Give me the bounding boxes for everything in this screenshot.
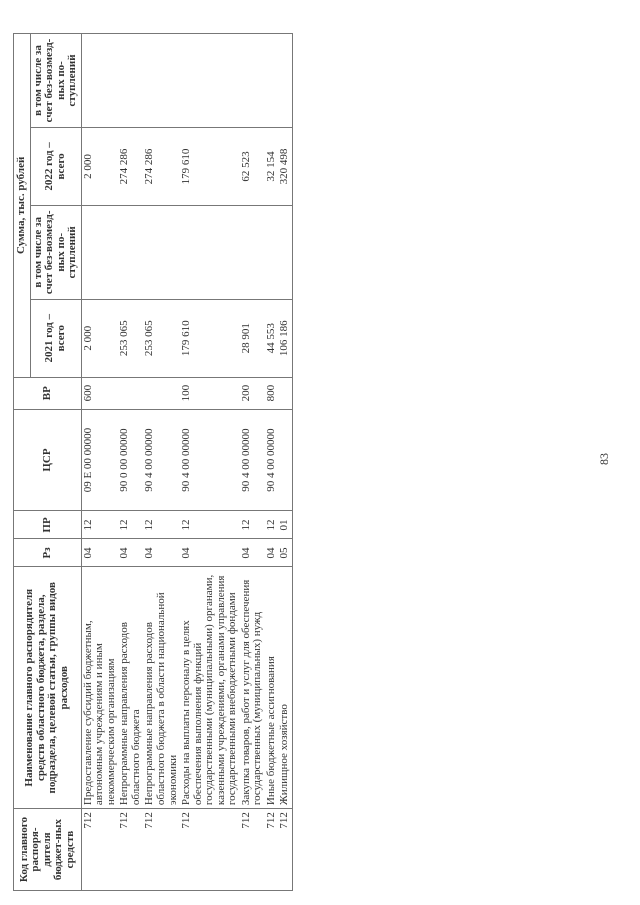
cell-code: 712	[118, 809, 143, 891]
cell-y2021-incl	[143, 205, 180, 299]
cell-y2021-incl	[278, 205, 292, 299]
col-header-sum: Сумма, тыс. рублей	[14, 34, 31, 378]
cell-pr: 12	[180, 511, 240, 539]
cell-name: Закупка товаров, работ и услуг для обеспечения государственных (муниципальных) нужд	[240, 567, 265, 809]
cell-y2022-incl	[143, 34, 180, 128]
cell-y2021-incl	[118, 205, 143, 299]
table-row	[265, 34, 279, 891]
cell-name: Расходы на выплаты персоналу в целях обеспечения выполнения функций государственными (муниципальными) органами, казенными учреждениями, органами управления государственными внебюджетными фондами	[180, 567, 240, 809]
cell-rz: 04	[265, 539, 279, 567]
cell-rz: 04	[118, 539, 143, 567]
cell-y2022: 320 498	[278, 127, 292, 205]
cell-rz: 04	[143, 539, 180, 567]
table-row	[81, 34, 118, 891]
cell-name: Непрограммные направления расходов областного бюджета	[118, 567, 143, 809]
cell-csr: 90 0 00 00000	[118, 409, 143, 511]
cell-y2021: 179 610	[180, 299, 240, 377]
cell-name: Непрограммные направления расходов областного бюджета в области национальной экономики	[143, 567, 180, 809]
cell-code: 712	[143, 809, 180, 891]
cell-y2022: 2 000	[81, 127, 118, 205]
cell-y2021: 253 065	[143, 299, 180, 377]
cell-code: 712	[81, 809, 118, 891]
cell-vr	[118, 377, 143, 409]
col-header-rz: Рз	[14, 539, 82, 567]
col-header-pr: ПР	[14, 511, 82, 539]
cell-vr: 200	[240, 377, 265, 409]
cell-y2021-incl	[265, 205, 279, 299]
cell-pr: 12	[240, 511, 265, 539]
cell-y2022: 274 286	[118, 127, 143, 205]
table-row	[278, 34, 292, 891]
cell-csr	[278, 409, 292, 511]
cell-pr: 12	[118, 511, 143, 539]
cell-y2022-incl	[118, 34, 143, 128]
cell-vr	[278, 377, 292, 409]
cell-y2021: 44 553	[265, 299, 279, 377]
cell-csr: 90 4 00 00000	[180, 409, 240, 511]
cell-y2021-incl	[81, 205, 118, 299]
cell-csr: 90 4 00 00000	[265, 409, 279, 511]
budget-table	[13, 33, 293, 891]
cell-name: Иные бюджетные ассигнования	[265, 567, 279, 809]
cell-y2021-incl	[180, 205, 240, 299]
table-row	[143, 34, 180, 891]
cell-vr: 800	[265, 377, 279, 409]
col-header-code: Код главного распоря-дителя бюджет-ных средств	[14, 809, 82, 891]
cell-y2022-incl	[180, 34, 240, 128]
col-header-2021-incl: в том числе за счет без-возмезд-ных по-ступлений	[30, 205, 81, 299]
cell-vr: 100	[180, 377, 240, 409]
cell-name: Предоставление субсидий бюджетным, автономным учреждениям и иным некоммерческим организациям	[81, 567, 118, 809]
table-body	[81, 34, 292, 891]
cell-name: Жилищное хозяйство	[278, 567, 292, 809]
table-row	[240, 34, 265, 891]
cell-vr: 600	[81, 377, 118, 409]
cell-y2021: 28 901	[240, 299, 265, 377]
table-header	[14, 34, 82, 891]
col-header-2022-incl: в том числе за счет без-возмезд-ных по-ступлений	[30, 34, 81, 128]
cell-vr	[143, 377, 180, 409]
cell-pr: 12	[265, 511, 279, 539]
cell-csr: 90 4 00 00000	[143, 409, 180, 511]
cell-y2021: 2 000	[81, 299, 118, 377]
col-header-2021: 2021 год – всего	[30, 299, 81, 377]
cell-y2022-incl	[265, 34, 279, 128]
cell-csr: 09 Е 00 00000	[81, 409, 118, 511]
cell-y2021: 106 186	[278, 299, 292, 377]
table-row	[118, 34, 143, 891]
col-header-name: Наименование главного распорядителя средств областного бюджета, раздела, подраздела, целевой статьи, группы видов расходов	[14, 567, 82, 809]
cell-y2022-incl	[81, 34, 118, 128]
col-header-vr: ВР	[14, 377, 82, 409]
cell-y2021-incl	[240, 205, 265, 299]
cell-code: 712	[265, 809, 279, 891]
cell-y2022: 32 154	[265, 127, 279, 205]
cell-rz: 04	[240, 539, 265, 567]
col-header-2022: 2022 год – всего	[30, 127, 81, 205]
cell-rz: 04	[180, 539, 240, 567]
table-row	[180, 34, 240, 891]
cell-pr: 01	[278, 511, 292, 539]
cell-pr: 12	[143, 511, 180, 539]
page-number: 83	[597, 453, 611, 465]
cell-code: 712	[278, 809, 292, 891]
cell-y2022-incl	[278, 34, 292, 128]
cell-pr: 12	[81, 511, 118, 539]
cell-y2022: 62 523	[240, 127, 265, 205]
cell-csr: 90 4 00 00000	[240, 409, 265, 511]
cell-rz: 05	[278, 539, 292, 567]
cell-rz: 04	[81, 539, 118, 567]
cell-y2022: 179 610	[180, 127, 240, 205]
cell-y2021: 253 065	[118, 299, 143, 377]
col-header-csr: ЦСР	[14, 409, 82, 511]
cell-y2022: 274 286	[143, 127, 180, 205]
cell-code: 712	[240, 809, 265, 891]
cell-code: 712	[180, 809, 240, 891]
cell-y2022-incl	[240, 34, 265, 128]
